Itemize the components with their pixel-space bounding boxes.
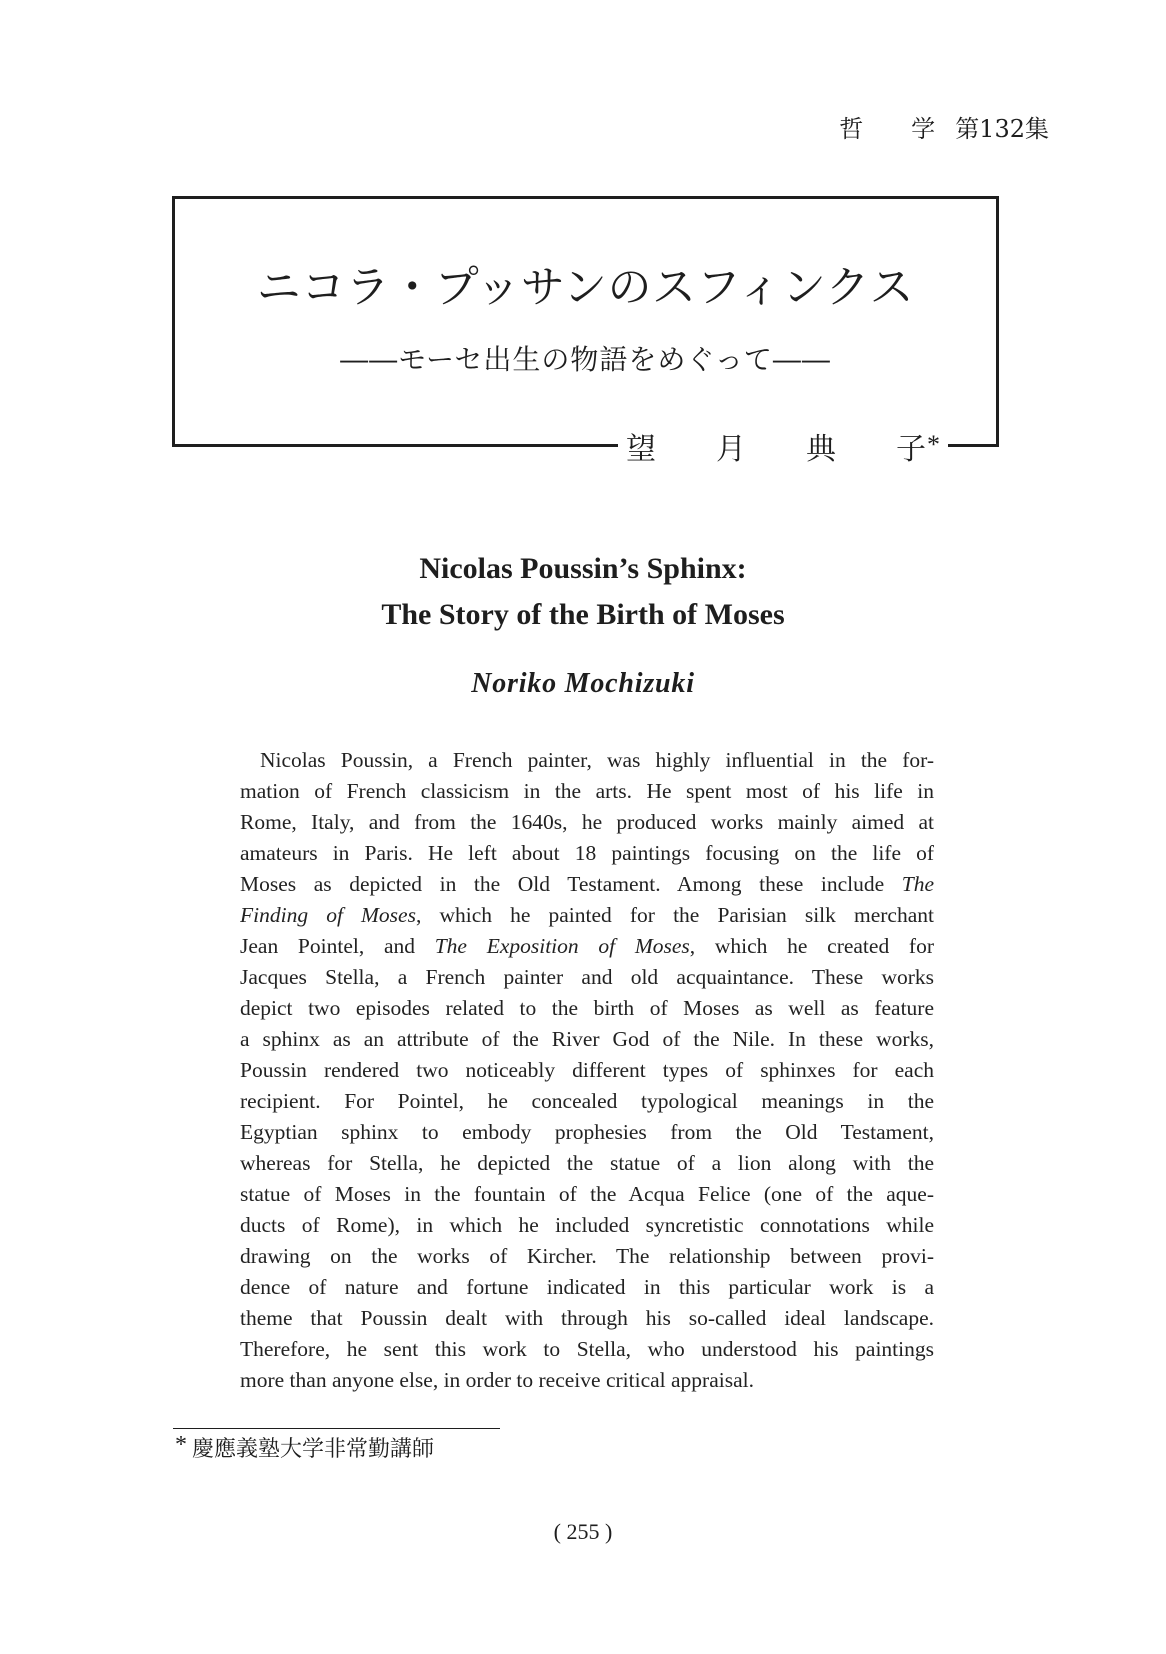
- title-box: [172, 196, 999, 447]
- abstract-line: [240, 1055, 934, 1086]
- abstract-line: [240, 1210, 934, 1241]
- footnote-affiliation: 慶應義塾大学非常勤講師: [192, 1437, 435, 1462]
- abstract-line: [240, 1241, 934, 1272]
- japanese-title: ニコラ・プッサンのスフィンクス: [256, 262, 915, 313]
- abstract-line: [240, 1086, 934, 1117]
- abstract: [240, 745, 934, 1396]
- abstract-text: dence of nature and fortune indicated in this particular work is a: [240, 1275, 934, 1299]
- abstract-text: drawing on the works of Kircher. The relationship between provi-: [240, 1244, 934, 1268]
- abstract-text: theme that Poussin dealt with through his so-called ideal landscape.: [240, 1306, 934, 1330]
- english-title-line-2: The Story of the Birth of Moses: [381, 598, 785, 631]
- abstract-line: [240, 1365, 934, 1396]
- abstract-line: [240, 1272, 934, 1303]
- japanese-author-name: 望 月 典 子: [626, 432, 926, 467]
- abstract-text: , which he painted for the Parisian silk merchant: [415, 903, 934, 927]
- page-number: ( 255 ): [553, 1519, 613, 1544]
- abstract-text: recipient. For Pointel, he concealed typological meanings in the: [240, 1089, 934, 1113]
- abstract-text: a sphinx as an attribute of the River God of the Nile. In these works,: [240, 1027, 934, 1051]
- japanese-author: [618, 425, 948, 465]
- abstract-line: [240, 1148, 934, 1179]
- abstract-line: [240, 807, 934, 838]
- abstract-italic-work-title: The Exposition of Moses: [434, 934, 690, 958]
- abstract-text: Poussin rendered two noticeably different types of sphinxes for each: [240, 1058, 934, 1082]
- abstract-text: ducts of Rome), in which he included syncretistic connotations while: [240, 1213, 934, 1237]
- abstract-text: Rome, Italy, and from the 1640s, he produced works mainly aimed at: [240, 810, 934, 834]
- abstract-line: [240, 869, 934, 900]
- english-author: Noriko Mochizuki: [471, 668, 695, 699]
- abstract-text: Jacques Stella, a French painter and old acquaintance. These works: [240, 965, 934, 989]
- abstract-text: Egyptian sphinx to embody prophesies from the Old Testament,: [240, 1120, 934, 1144]
- abstract-line: [240, 1179, 934, 1210]
- abstract-text: Therefore, he sent this work to Stella, who understood his paintings: [240, 1337, 934, 1361]
- japanese-subtitle: ――モーセ出生の物語をめぐって――: [340, 343, 831, 376]
- abstract-text: , which he created for: [689, 934, 934, 958]
- abstract-italic-work-title: Finding of Moses: [240, 903, 416, 927]
- abstract-text: depict two episodes related to the birth of Moses as well as feature: [240, 996, 934, 1020]
- abstract-text: amateurs in Paris. He left about 18 paintings focusing on the life of: [240, 841, 934, 865]
- abstract-text: Moses as depicted in the Old Testament. Among these include: [240, 872, 902, 896]
- english-title-line-1: Nicolas Poussin’s Sphinx:: [419, 552, 747, 585]
- footnote: [175, 1431, 434, 1464]
- footnote-mark: *: [175, 1432, 187, 1458]
- abstract-text: Nicolas Poussin, a French painter, was highly influential in the for-: [260, 748, 934, 772]
- abstract-line: [240, 962, 934, 993]
- running-header: [839, 114, 1049, 144]
- abstract-text: statue of Moses in the fountain of the Acqua Felice (one of the aque-: [240, 1182, 934, 1206]
- abstract-text: mation of French classicism in the arts. He spent most of his life in: [240, 779, 934, 803]
- abstract-line: [240, 1334, 934, 1365]
- abstract-line: [240, 745, 934, 776]
- footnote-rule: [173, 1428, 500, 1429]
- abstract-italic-work-title: The: [901, 872, 934, 896]
- abstract-line: [240, 1117, 934, 1148]
- abstract-line: [240, 838, 934, 869]
- abstract-line: [240, 1303, 934, 1334]
- abstract-line: [240, 1024, 934, 1055]
- abstract-text: more than anyone else, in order to receive critical appraisal.: [240, 1368, 754, 1392]
- abstract-text: whereas for Stella, he depicted the statue of a lion along with the: [240, 1151, 934, 1175]
- journal-name: 哲 学: [839, 115, 936, 143]
- issue-number: 第132集: [955, 115, 1049, 143]
- abstract-line: [240, 931, 934, 962]
- abstract-text: Jean Pointel, and: [240, 934, 435, 958]
- author-footnote-mark: *: [927, 430, 940, 459]
- abstract-line: [240, 776, 934, 807]
- abstract-line: [240, 993, 934, 1024]
- abstract-line: [240, 900, 934, 931]
